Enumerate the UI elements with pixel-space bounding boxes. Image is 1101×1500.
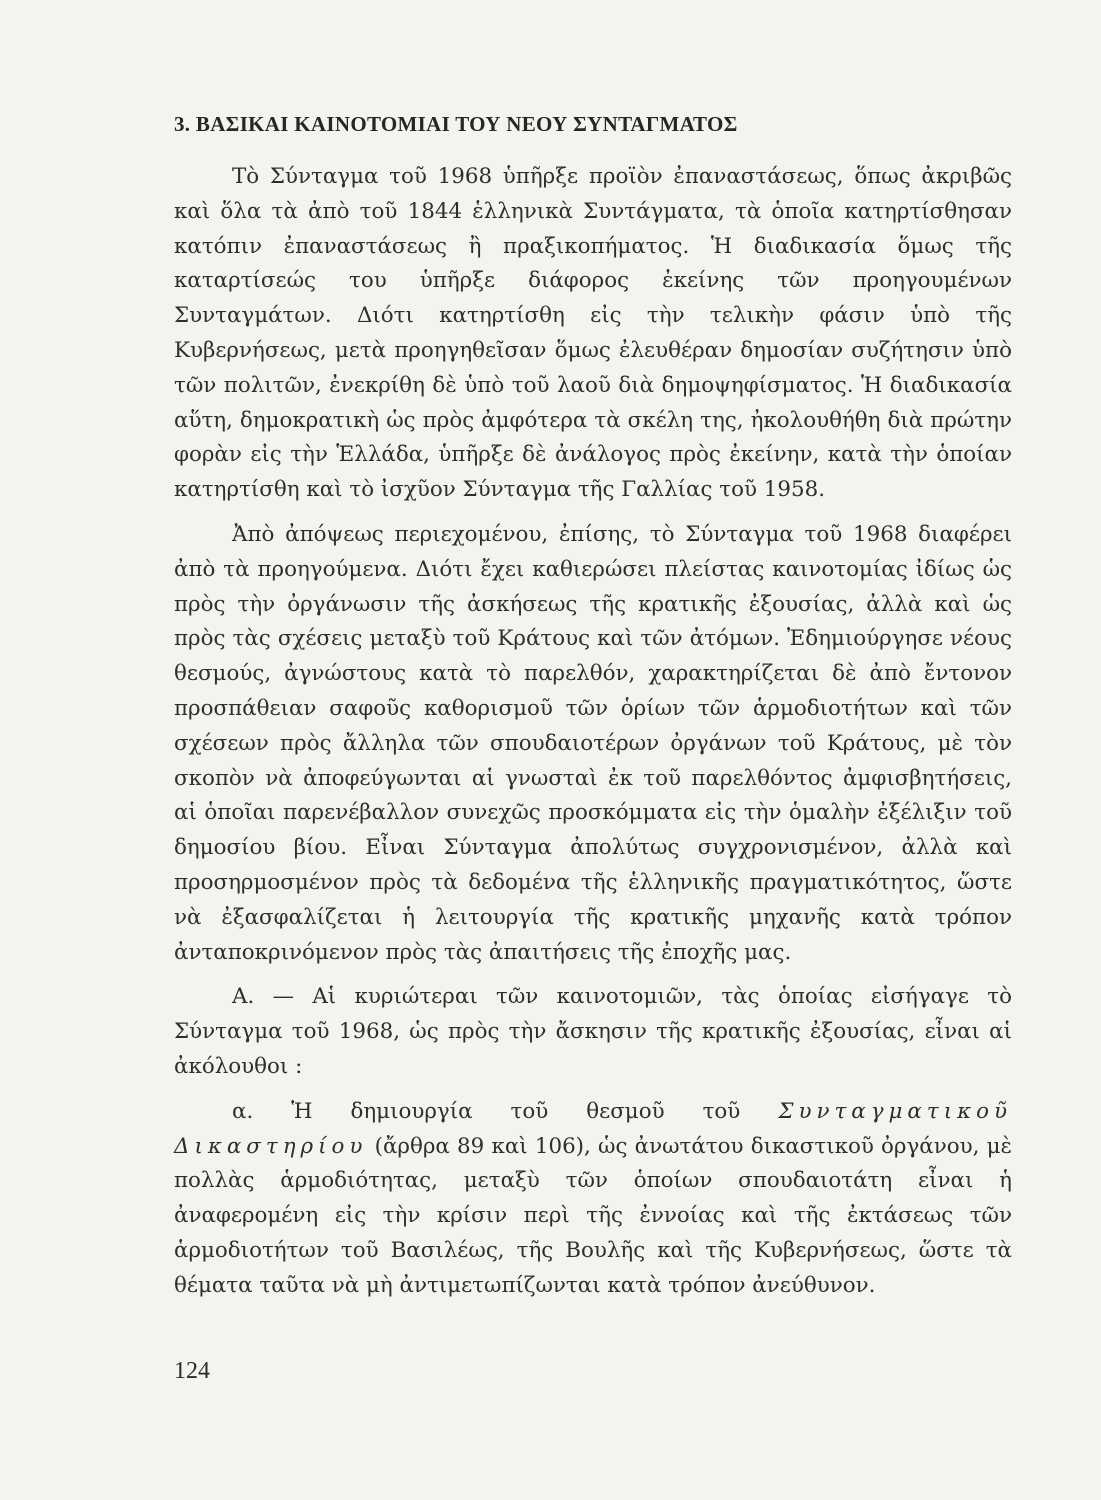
page-number: 124	[174, 1358, 210, 1384]
paragraph-innovations-intro: Α. — Αἱ κυριώτεραι τῶν καινοτομιῶν, τὰς ὁποίας εἰσήγαγε τὸ Σύνταγμα τοῦ 1968, ὡς πρὸς τὴν ἄσκησιν τῆς κρατικῆς ἐξουσίας, εἶναι αἱ ἀκόλουθοι :	[174, 984, 1012, 1079]
spaced-term-constitutional-court: Συνταγματικοῦ Δικαστηρίου	[174, 1098, 1012, 1159]
section-heading: 3. ΒΑΣΙΚΑΙ ΚΑΙΝΟΤΟΜΙΑΙ ΤΟΥ ΝΕΟΥ ΣΥΝΤΑΓΜΑΤΟΣ	[174, 112, 738, 136]
paragraph-rest-text: (ἄρθρα 89 καὶ 106), ὡς ἀνωτάτου δικαστικοῦ ὀργάνου, μὲ πολλὰς ἁρμοδιότητας, μεταξὺ τῶν ὁποίων σπουδαιοτάτη εἶναι ἡ ἀναφερομένη εἰς τὴν κρίσιν περὶ τῆς ἐννοίας καὶ τῆς ἐκτάσεως τῶν ἁρμοδιοτήτων τοῦ Βασιλέως, τῆς Βουλῆς καὶ τῆς Κυβερνήσεως, ὥστε τὰ θέματα ταῦτα νὰ μὴ ἀντιμετωπίζωνται κατὰ τρόπον ἀνεύθυνον.	[174, 1133, 1012, 1298]
body-text	[174, 160, 1012, 1304]
paragraph-constitution-origin: Τὸ Σύνταγμα τοῦ 1968 ὑπῆρξε προϊὸν ἐπαναστάσεως, ὅπως ἀκριβῶς καὶ ὅλα τὰ ἀπὸ τοῦ 1844 ἑλληνικὰ Συντάγματα, τὰ ὁποῖα κατηρτίσθησαν κατόπιν ἐπαναστάσεως ἢ πραξικοπήματος. Ἡ διαδικασία ὅμως τῆς καταρτίσεώς του ὑπῆρξε διάφορος ἐκείνης τῶν προηγουμένων Συνταγμάτων. Διότι κατηρτίσθη εἰς τὴν τελικὴν φάσιν ὑπὸ τῆς Κυβερνήσεως, μετὰ προηγηθεῖσαν ὅμως ἐλευθέραν δημοσίαν συζήτησιν ὑπὸ τῶν πολιτῶν, ἐνεκρίθη δὲ ὑπὸ τοῦ λαοῦ διὰ δημοψηφίσματος. Ἡ διαδικασία αὕτη, δημοκρατικὴ ὡς πρὸς ἀμφότερα τὰ σκέλη της, ἠκολουθήθη διὰ πρώτην φορὰν εἰς τὴν Ἑλλάδα, ὑπῆρξε δὲ ἀνάλογος πρὸς ἐκείνην, κατὰ τὴν ὁποίαν κατηρτίσθη καὶ τὸ ἰσχῦον Σύνταγμα τῆς Γαλλίας τοῦ 1958.	[174, 164, 1012, 503]
paragraph-constitutional-court	[174, 1095, 1012, 1304]
paragraph-content-differences: Ἀπὸ ἀπόψεως περιεχομένου, ἐπίσης, τὸ Σύνταγμα τοῦ 1968 διαφέρει ἀπὸ τὰ προηγούμενα. Διότι ἔχει καθιερώσει πλείστας καινοτομίας ἰδίως ὡς πρὸς τὴν ὀργάνωσιν τῆς ἀσκήσεως τῆς κρατικῆς ἐξουσίας, ἀλλὰ καὶ ὡς πρὸς τὰς σχέσεις μεταξὺ τοῦ Κράτους καὶ τῶν ἀτόμων. Ἐδημιούργησε νέους θεσμούς, ἀγνώστους κατὰ τὸ παρελθόν, χαρακτηρίζεται δὲ ἀπὸ ἔντονον προσπάθειαν σαφοῦς καθορισμοῦ τῶν ὁρίων τῶν ἁρμοδιοτήτων καὶ τῶν σχέσεων πρὸς ἄλληλα τῶν σπουδαιοτέρων ὀργάνων τοῦ Κράτους, μὲ τὸν σκοπὸν νὰ ἀποφεύγωνται αἱ γνωσταὶ ἐκ τοῦ παρελθόντος ἀμφισβητήσεις, αἱ ὁποῖαι παρενέβαλλον συνεχῶς προσκόμματα εἰς τὴν ὁμαλὴν ἐξέλιξιν τοῦ δημοσίου βίου. Εἶναι Σύνταγμα ἀπολύτως συγχρονισμένον, ἀλλὰ καὶ προσηρμοσμένον πρὸς τὰ δεδομένα τῆς ἑλληνικῆς πραγματικότητος, ὥστε νὰ ἐξασφαλίζεται ἡ λειτουργία τῆς κρατικῆς μηχανῆς κατὰ τρόπον ἀνταποκρινόμενον πρὸς τὰς ἀπαιτήσεις τῆς ἐποχῆς μας.	[174, 521, 1012, 965]
paragraph-lead-text: α. Ἡ δημιουργία τοῦ θεσμοῦ τοῦ	[232, 1098, 779, 1124]
